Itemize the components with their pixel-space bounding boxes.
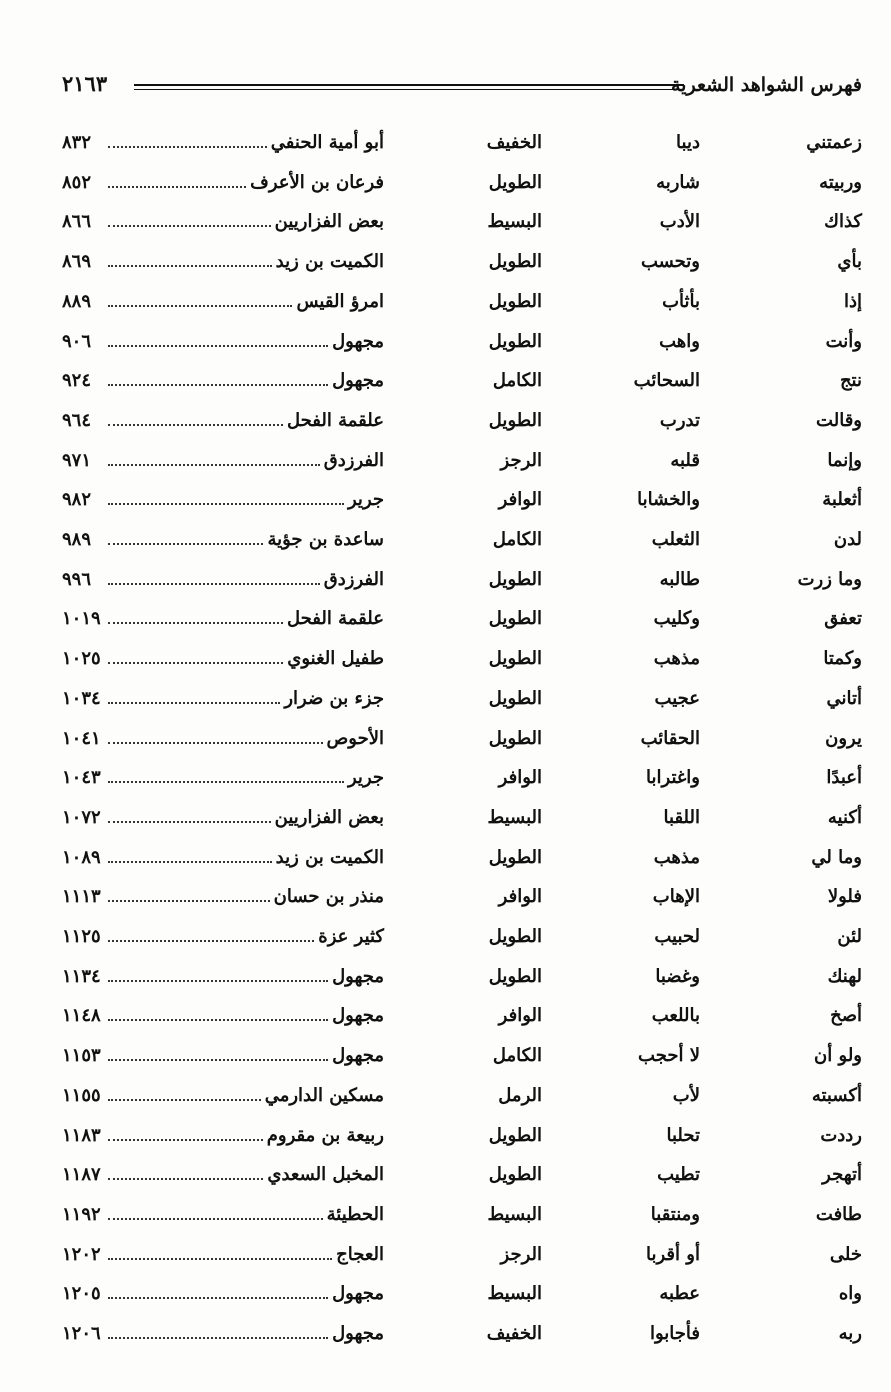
- index-row: [62, 1037, 862, 1077]
- index-row: [62, 1315, 862, 1355]
- index-row: [62, 402, 862, 442]
- meter-name: الطويل: [488, 409, 542, 431]
- meter-name: الطويل: [488, 251, 542, 273]
- poet-cell: [108, 132, 384, 153]
- index-row: [62, 203, 862, 243]
- leader-dots: [108, 940, 314, 942]
- verse-word: وأنت: [825, 330, 862, 352]
- verse-word: رددت: [820, 1124, 862, 1146]
- page-ref: ١٢٠٢: [62, 1243, 101, 1265]
- poet-name: مجهول: [332, 370, 384, 392]
- verse-word: نتج: [839, 370, 862, 392]
- leader-dots: [108, 1019, 328, 1021]
- page-ref: ٩٢٤: [62, 370, 92, 392]
- poet-cell: [108, 926, 384, 947]
- poet-cell: [108, 767, 384, 788]
- page-ref: ١١٨٣: [62, 1124, 101, 1146]
- rhyme-word: لأب: [672, 1084, 700, 1106]
- page-ref: ١١٥٥: [62, 1084, 101, 1106]
- page-number: ٢١٦٣: [62, 71, 108, 96]
- poet-name: مجهول: [332, 1005, 384, 1027]
- verse-word: واه: [838, 1283, 862, 1305]
- page-ref: ٨٦٦: [62, 211, 92, 233]
- index-row: [62, 600, 862, 640]
- verse-word: خلى: [829, 1243, 862, 1265]
- rhyme-word: عجيب: [654, 687, 700, 709]
- verse-word: أثعلبة: [822, 489, 862, 511]
- poet-name: جرير: [348, 489, 384, 511]
- poet-name: ساعدة بن جؤية: [267, 529, 384, 550]
- poet-cell: [108, 370, 384, 391]
- rhyme-word: اللقبا: [663, 806, 700, 828]
- index-row: [62, 1196, 862, 1236]
- poet-cell: [108, 331, 384, 352]
- verse-word: أعبدًا: [826, 767, 862, 789]
- meter-name: الوافر: [498, 489, 542, 511]
- leader-dots: [108, 305, 292, 307]
- index-row: [62, 799, 862, 839]
- page-ref: ١٠٤١: [62, 727, 101, 749]
- meter-name: الوافر: [498, 1005, 542, 1027]
- leader-dots: [108, 1218, 323, 1220]
- index-row: [62, 362, 862, 402]
- meter-name: الطويل: [488, 290, 542, 312]
- meter-name: الخفيف: [486, 132, 542, 153]
- poet-name: أبو أمية الحنفي: [270, 132, 384, 153]
- meter-name: الطويل: [488, 846, 542, 868]
- meter-name: البسيط: [487, 1203, 542, 1225]
- meter-name: الكامل: [492, 1045, 542, 1067]
- index-row: [62, 958, 862, 998]
- poet-cell: [108, 1005, 384, 1026]
- poet-cell: [108, 172, 384, 193]
- poet-cell: [108, 1283, 384, 1304]
- poet-name: علقمة الفحل: [287, 409, 384, 431]
- verse-word: لدن: [833, 529, 862, 550]
- leader-dots: [108, 622, 283, 624]
- poet-cell: [108, 291, 384, 312]
- index-row: [62, 1236, 862, 1276]
- index-row: [62, 720, 862, 760]
- page-ref: ١١٥٣: [62, 1045, 101, 1067]
- verse-word: أصخ: [830, 1005, 862, 1027]
- index-row: [62, 283, 862, 323]
- meter-name: الطويل: [488, 687, 542, 709]
- rhyme-word: قلبه: [670, 449, 700, 471]
- poet-name: الكميت بن زيد: [275, 846, 384, 868]
- verse-word: بأي: [837, 251, 862, 273]
- rhyme-word: واهب: [659, 330, 700, 352]
- page-ref: ١١٣٤: [62, 965, 101, 987]
- page-ref: ٨٥٢: [62, 171, 92, 193]
- meter-name: الطويل: [488, 608, 542, 630]
- verse-word: يرون: [825, 727, 862, 749]
- rhyme-word: شاربه: [656, 171, 700, 193]
- poet-name: طفيل الغنوي: [287, 648, 384, 670]
- leader-dots: [108, 821, 271, 823]
- poet-name: ربيعة بن مقروم: [266, 1124, 384, 1146]
- meter-name: الخفيف: [486, 1323, 542, 1344]
- page-ref: ١٠١٩: [62, 608, 101, 630]
- rhyme-word: تدرب: [659, 409, 700, 431]
- index-row: [62, 680, 862, 720]
- index-row: [62, 1156, 862, 1196]
- leader-dots: [108, 503, 344, 505]
- poet-name: الفرزدق: [323, 568, 384, 590]
- poet-cell: [108, 807, 384, 828]
- leader-dots: [108, 146, 267, 148]
- leader-dots: [108, 384, 328, 386]
- verse-word: وما لي: [811, 846, 862, 868]
- poet-cell: [108, 688, 384, 709]
- poet-cell: [108, 1164, 384, 1185]
- leader-dots: [108, 543, 263, 545]
- meter-name: الطويل: [488, 926, 542, 947]
- verse-word: طافت: [815, 1203, 862, 1225]
- rhyme-word: لحبيب: [654, 926, 700, 947]
- rhyme-word: أو أقربا: [646, 1243, 700, 1265]
- meter-name: الطويل: [488, 171, 542, 193]
- meter-name: الوافر: [498, 886, 542, 908]
- poet-cell: [108, 1204, 384, 1225]
- meter-name: الطويل: [488, 648, 542, 670]
- poet-cell: [108, 728, 384, 749]
- page-title: فهرس الشواهد الشعرية: [671, 74, 862, 96]
- poet-name: مجهول: [332, 330, 384, 352]
- verse-word: وربيته: [819, 171, 862, 193]
- poet-name: الكميت بن زيد: [275, 251, 384, 273]
- page-ref: ٩٠٦: [62, 330, 92, 352]
- meter-name: البسيط: [487, 211, 542, 233]
- leader-dots: [108, 265, 272, 267]
- poet-name: جزء بن ضرار: [284, 687, 384, 709]
- rhyme-word: وتحسب: [640, 251, 700, 273]
- page-ref: ١٠٤٣: [62, 767, 101, 789]
- poet-cell: [108, 489, 384, 510]
- leader-dots: [108, 1178, 263, 1180]
- page-ref: ٨٦٩: [62, 251, 92, 273]
- header-rule: [134, 84, 684, 90]
- verse-word: أتهجر: [822, 1164, 862, 1186]
- verse-word: وكمتا: [823, 648, 862, 670]
- meter-name: الكامل: [492, 370, 542, 392]
- page-ref: ١١٨٧: [62, 1164, 101, 1186]
- leader-dots: [108, 1139, 263, 1141]
- page-ref: ١٠٣٤: [62, 687, 101, 709]
- rhyme-word: الحقائب: [640, 727, 700, 749]
- poet-name: الحطيئة: [326, 1203, 384, 1225]
- verse-word: إذا: [843, 290, 862, 312]
- rhyme-word: الأدب: [659, 211, 700, 233]
- leader-dots: [108, 1297, 328, 1299]
- poet-name: مجهول: [332, 1045, 384, 1067]
- rhyme-word: والخشابا: [637, 489, 700, 511]
- page-header: [62, 70, 862, 104]
- poet-name: فرعان بن الأعرف: [250, 171, 384, 193]
- verse-word: أكنيه: [827, 806, 862, 828]
- page-ref: ١١٤٨: [62, 1005, 101, 1027]
- rhyme-word: تحلبا: [666, 1124, 700, 1146]
- poet-cell: [108, 529, 384, 550]
- rhyme-word: عطبه: [659, 1283, 700, 1305]
- leader-dots: [108, 1337, 328, 1339]
- meter-name: الطويل: [488, 330, 542, 352]
- poet-cell: [108, 847, 384, 868]
- leader-dots: [108, 781, 344, 783]
- index-row: [62, 1077, 862, 1117]
- poet-cell: [108, 211, 384, 232]
- index-row: [62, 918, 862, 958]
- leader-dots: [108, 1059, 328, 1061]
- leader-dots: [108, 900, 270, 902]
- leader-dots: [108, 702, 280, 704]
- rhyme-word: طالبه: [659, 568, 700, 590]
- verse-word: وقالت: [816, 409, 862, 431]
- poet-name: بعض الفزاريين: [274, 806, 384, 828]
- verse-word: أتاني: [826, 687, 862, 709]
- poet-cell: [108, 648, 384, 669]
- page-ref: ٨٨٩: [62, 290, 92, 312]
- leader-dots: [108, 1258, 332, 1260]
- leader-dots: [108, 980, 328, 982]
- meter-name: البسيط: [487, 806, 542, 828]
- index-row: [62, 164, 862, 204]
- leader-dots: [108, 225, 271, 227]
- meter-name: الوافر: [498, 767, 542, 789]
- rhyme-word: وغضبا: [655, 965, 700, 987]
- page-ref: ٩٧١: [62, 449, 92, 471]
- meter-name: الرجز: [500, 449, 542, 471]
- rhyme-word: فأجابوا: [649, 1323, 700, 1344]
- verse-word: ولو أن: [814, 1045, 862, 1067]
- poet-name: مسكين الدارمي: [264, 1084, 384, 1106]
- poet-name: علقمة الفحل: [287, 608, 384, 630]
- rhyme-word: ومنتقبا: [650, 1203, 700, 1225]
- rhyme-word: تطيب: [657, 1164, 700, 1186]
- page-ref: ٩٩٦: [62, 568, 92, 590]
- leader-dots: [108, 662, 283, 664]
- leader-dots: [108, 861, 272, 863]
- rhyme-word: باللعب: [651, 1005, 700, 1027]
- verse-word: أكسبته: [811, 1084, 862, 1106]
- poet-cell: [108, 1085, 384, 1106]
- index-row: [62, 442, 862, 482]
- index-row: [62, 124, 862, 164]
- meter-name: الكامل: [492, 529, 542, 550]
- rhyme-word: وكليب: [653, 608, 700, 630]
- meter-name: البسيط: [487, 1283, 542, 1305]
- poet-cell: [108, 1125, 384, 1146]
- index-row: [62, 521, 862, 561]
- page-ref: ١١٢٥: [62, 926, 101, 947]
- poet-name: بعض الفزاريين: [274, 211, 384, 233]
- meter-name: الرمل: [498, 1084, 542, 1106]
- poet-name: الفرزدق: [323, 449, 384, 471]
- leader-dots: [108, 742, 323, 744]
- verse-word: فلولا: [827, 886, 862, 908]
- verse-word: ربه: [838, 1323, 862, 1344]
- poet-cell: [108, 1045, 384, 1066]
- index-row: [62, 561, 862, 601]
- poet-cell: [108, 1244, 384, 1265]
- index-row: [62, 1275, 862, 1315]
- index-row: [62, 997, 862, 1037]
- page-ref: ٩٨٩: [62, 529, 92, 550]
- rhyme-word: مذهب: [653, 846, 700, 868]
- page-ref: ١٢٠٦: [62, 1323, 101, 1344]
- poet-name: جرير: [348, 767, 384, 789]
- poet-name: كثير عزة: [318, 926, 384, 947]
- page-ref: ١٢٠٥: [62, 1283, 101, 1305]
- poet-cell: [108, 886, 384, 907]
- verse-word: وما زرت: [797, 568, 862, 590]
- poet-cell: [108, 966, 384, 987]
- meter-name: الطويل: [488, 1164, 542, 1186]
- poet-name: مجهول: [332, 1283, 384, 1305]
- poet-name: المخبل السعدي: [267, 1164, 384, 1186]
- poet-name: الأحوص: [326, 727, 384, 749]
- rhyme-word: ديبا: [676, 132, 700, 153]
- rhyme-word: بأثأب: [662, 290, 700, 312]
- index-row: [62, 839, 862, 879]
- leader-dots: [108, 1099, 261, 1101]
- verse-word: تعفق: [824, 608, 862, 630]
- meter-name: الطويل: [488, 568, 542, 590]
- leader-dots: [108, 345, 328, 347]
- index-row: [62, 243, 862, 283]
- rhyme-word: مذهب: [653, 648, 700, 670]
- rhyme-word: الإهاب: [652, 886, 700, 908]
- page-ref: ١٠٢٥: [62, 648, 101, 670]
- page-ref: ٩٦٤: [62, 409, 92, 431]
- leader-dots: [108, 186, 246, 188]
- index-row: [62, 640, 862, 680]
- index-row: [62, 878, 862, 918]
- page-ref: ٩٨٢: [62, 489, 92, 511]
- verse-word: وإنما: [827, 449, 862, 471]
- poet-cell: [108, 1323, 384, 1344]
- poet-cell: [108, 450, 384, 471]
- meter-name: الطويل: [488, 965, 542, 987]
- index-row: [62, 323, 862, 363]
- poet-name: منذر بن حسان: [273, 886, 384, 908]
- leader-dots: [108, 583, 320, 585]
- poet-cell: [108, 569, 384, 590]
- verse-word: زعمتني: [806, 132, 862, 153]
- index-row: [62, 481, 862, 521]
- page-ref: ١٠٨٩: [62, 846, 101, 868]
- page-ref: ١٠٧٢: [62, 806, 101, 828]
- poet-cell: [108, 251, 384, 272]
- index-row: [62, 1117, 862, 1157]
- leader-dots: [108, 424, 283, 426]
- verse-word: لئن: [837, 926, 862, 947]
- page-ref: ١١١٣: [62, 886, 101, 908]
- poet-name: امرؤ القيس: [296, 290, 384, 312]
- meter-name: الطويل: [488, 727, 542, 749]
- rhyme-word: الثعلب: [651, 529, 700, 550]
- poet-name: مجهول: [332, 1323, 384, 1344]
- poet-name: مجهول: [332, 965, 384, 987]
- meter-name: الرجز: [500, 1243, 542, 1265]
- meter-name: الطويل: [488, 1124, 542, 1146]
- verse-word: لهنك: [827, 965, 862, 987]
- page-ref: ١١٩٢: [62, 1203, 101, 1225]
- rhyme-word: واغترابا: [646, 767, 700, 789]
- verse-word: كذاك: [824, 211, 862, 233]
- page-ref: ٨٣٢: [62, 132, 92, 153]
- leader-dots: [108, 464, 320, 466]
- poet-name: العجاج: [336, 1243, 384, 1265]
- rhyme-word: لا أحجب: [638, 1045, 700, 1067]
- poet-cell: [108, 410, 384, 431]
- rhyme-word: السحائب: [633, 370, 700, 392]
- index-row: [62, 759, 862, 799]
- poet-cell: [108, 608, 384, 629]
